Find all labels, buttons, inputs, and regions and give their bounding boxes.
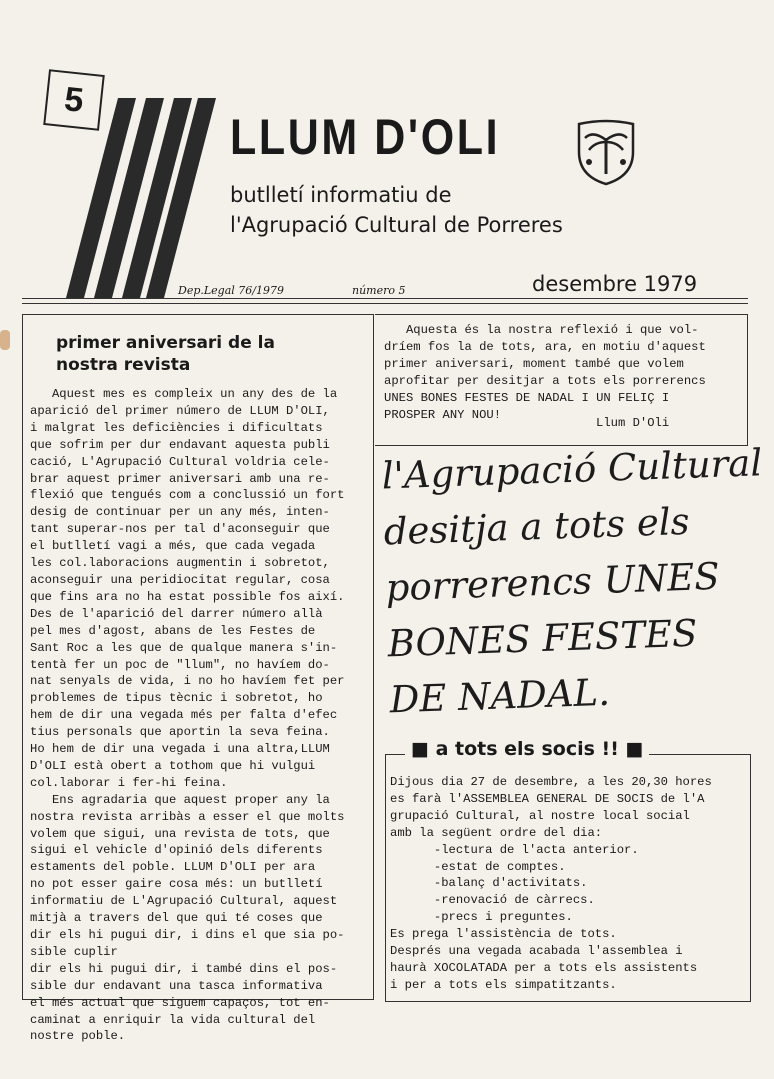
text-line: no pot esser gaire cosa més: un butlletí (30, 877, 323, 892)
greeting-line: l'Agrupació Cultural (381, 441, 763, 498)
issue-date: desembre 1979 (532, 272, 698, 296)
text-line: problemes de tipus tècnic i sobretot, ho (30, 691, 323, 706)
greeting-line: DE NADAL. (388, 670, 611, 722)
members-notice-body (390, 774, 712, 994)
porreres-crest-icon (575, 118, 637, 186)
text-line: i malgrat les deficiències i dificultats (30, 420, 323, 435)
issue-number: número 5 (352, 284, 406, 297)
text-line: grupació Cultural, al nostre local social (390, 808, 690, 823)
subtitle-line-1: butlletí informatiu de (230, 183, 452, 207)
text-line: tentà fer un poc de "llum", no havíem do- (30, 657, 330, 672)
article-title-line-2: nostra revista (56, 355, 191, 375)
issue-badge: 5 (43, 69, 105, 131)
text-line: Ens agradaria que aquest proper any la (30, 792, 330, 807)
text-line: sigui el vehicle d'opinió dels diferents (30, 843, 323, 858)
right-article-body (384, 322, 706, 423)
article-title (56, 332, 275, 376)
left-article-body (30, 386, 345, 1045)
text-line: Després una vegada acabada l'assemblea i (390, 944, 683, 959)
members-notice-title: ■ a tots els socis !! ■ (405, 738, 649, 760)
text-line: Sant Roc a les que de qualque manera s'in- (30, 640, 338, 655)
text-line: mitjà a travers del que qui té coses que (30, 911, 323, 926)
text-line: hem de dir una vegada més per falta d'efec (30, 708, 338, 723)
text-line: pel mes d'agost, abans de les Festes de (30, 623, 316, 638)
text-line: PROSPER ANY NOU! (384, 407, 502, 422)
paper-stain (0, 330, 10, 350)
header-rule-bottom (22, 303, 748, 304)
text-line: nostre poble. (30, 1029, 126, 1044)
text-line: dríem fos la de tots, ara, en motiu d'aquest (384, 339, 706, 354)
text-line: que fins ara no ha estat possible fos així. (30, 589, 345, 604)
article-title-line-1: primer aniversari de la (56, 333, 275, 353)
newsletter-subtitle (230, 180, 563, 240)
text-line: nat senyals de vida, i no ho havíem fet per (30, 674, 345, 689)
text-line: sible cuplir (30, 944, 118, 959)
text-line: desig de continuar per un any més, inten- (30, 505, 330, 520)
text-line: primer aniversari, moment també que volem (384, 356, 684, 371)
text-line: les col.laboracions augmentin i sobretot, (30, 556, 330, 571)
text-line: tius personals que aportin la seva feina. (30, 725, 330, 740)
text-line: es farà l'ASSEMBLEA GENERAL DE SOCIS de l'A (390, 791, 705, 806)
text-line: que sofrim per dur endavant aquesta publi (30, 437, 330, 452)
legal-deposit: Dep.Legal 76/1979 (178, 284, 284, 297)
text-line: col.laborar i fer-hi feina. (30, 775, 228, 790)
text-line: amb la següent ordre del dia: (390, 825, 603, 840)
text-line: flexió que tengués com a conclussió un fort (30, 488, 345, 503)
text-line: Ho hem de dir una vegada i una altra,LLUM (30, 742, 330, 757)
text-line: volem que sigui, una revista de tots, que (30, 826, 330, 841)
christmas-greeting (381, 436, 761, 749)
text-line: sible dur endavant una tasca informativa (30, 978, 323, 993)
text-line: i per a tots els simpatitzants. (390, 977, 617, 992)
header-rule-top (22, 298, 748, 299)
text-line: -lectura de l'acta anterior. (390, 842, 639, 857)
text-line: nostra revista arribàs a esser el que molts (30, 809, 345, 824)
text-line: cació, L'Agrupació Cultural voldria cele- (30, 454, 330, 469)
text-line: estaments del poble. LLUM D'OLI per ara (30, 860, 316, 875)
text-line: -balanç d'activitats. (390, 876, 588, 891)
text-line: dir els hi pugui dir, i també dins el pos- (30, 961, 338, 976)
text-line: Aquesta és la nostra reflexió i que vol- (384, 323, 699, 337)
greeting-line: porrerencs UNES (384, 554, 721, 610)
text-line: -precs i preguntes. (390, 910, 573, 925)
text-line: informatiu de L'Agrupació Cultural, aquest (30, 894, 338, 909)
text-line: Es prega l'assistència de tots. (390, 927, 617, 942)
text-line: tant superar-nos per tal d'aconseguir que (30, 522, 330, 537)
text-line: dir els hi pugui dir, i dins el que sia po- (30, 928, 345, 942)
greeting-line: BONES FESTES (386, 611, 699, 666)
text-line: el butlletí vagi a més, que cada vegada (30, 539, 316, 554)
text-line: caminat a enriquir la vida cultural del (30, 1012, 316, 1027)
text-line: D'OLI està obert a tothom que hi vulgui (30, 758, 316, 773)
text-line: Aquest mes es compleix un any des de la (30, 387, 338, 401)
text-line: el més actual que siguem capaços, tot en- (30, 995, 330, 1010)
article-signature: Llum D'Oli (596, 416, 670, 430)
text-line: Des de l'aparició del darrer número allà (30, 606, 323, 621)
text-line: aconseguir una peridiocitat regular, cosa (30, 572, 330, 587)
text-line: Dijous dia 27 de desembre, a les 20,30 hores (390, 775, 712, 789)
text-line: haurà XOCOLATADA per a tots els assistents (390, 960, 698, 975)
newsletter-title: LLUM D'OLI (230, 109, 501, 165)
text-line: aprofitar per desitjar a tots els porrerencs (384, 373, 706, 388)
text-line: aparició del primer número de LLUM D'OLI, (30, 403, 330, 418)
text-line: brar aquest primer aniversari amb una re- (30, 471, 330, 486)
masthead-stripes (66, 98, 216, 298)
text-line: -estat de comptes. (390, 859, 566, 874)
greeting-line: desitja a tots els (383, 499, 691, 554)
text-line: UNES BONES FESTES DE NADAL I UN FELIÇ I (384, 390, 670, 405)
text-line: -renovació de càrrecs. (390, 893, 595, 908)
subtitle-line-2: l'Agrupació Cultural de Porreres (230, 213, 563, 237)
